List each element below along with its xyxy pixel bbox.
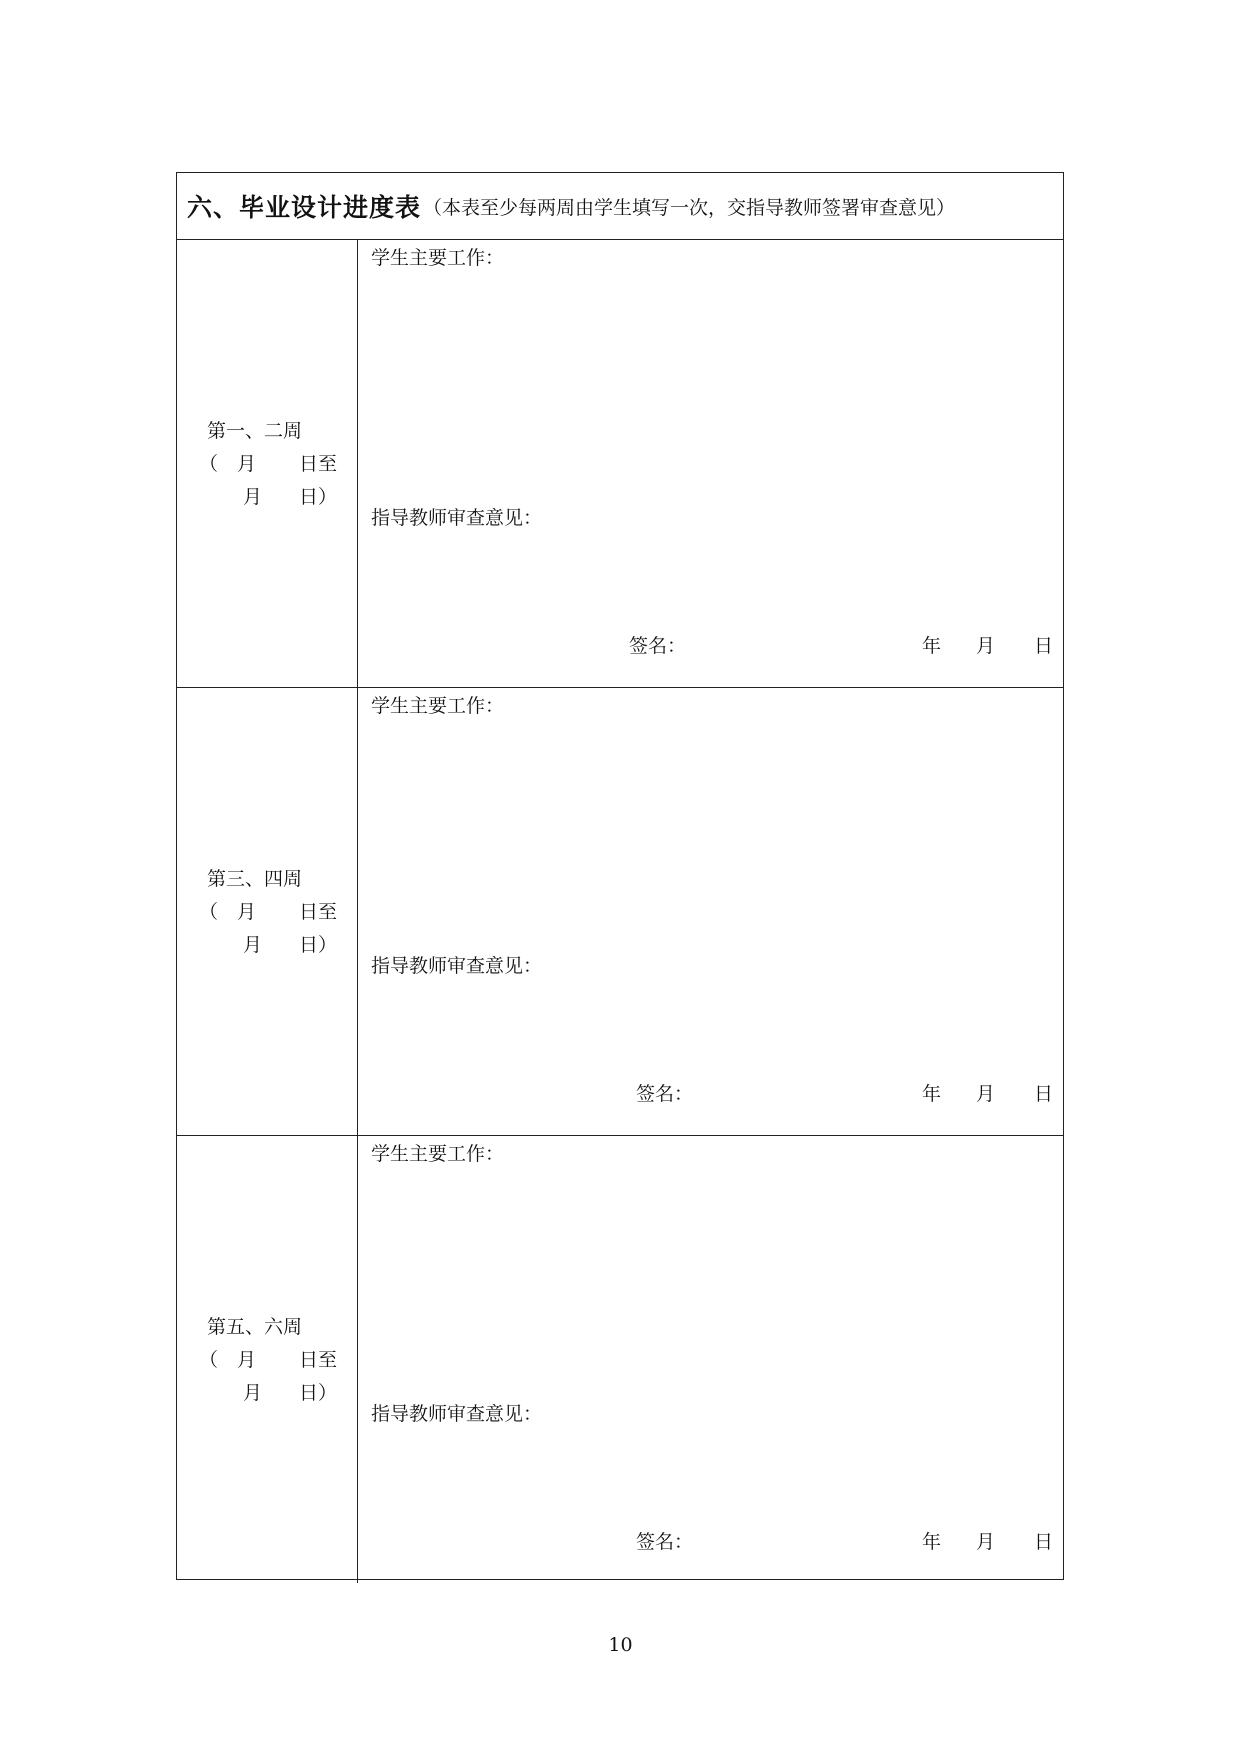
day-label: 日 bbox=[1034, 1531, 1054, 1553]
teacher-review-label: 指导教师审查意见： bbox=[371, 1403, 543, 1425]
month-label: 月 bbox=[976, 1531, 996, 1553]
week-label: 第三、四周 bbox=[207, 868, 303, 890]
week-label: 第一、二周 bbox=[207, 420, 303, 442]
week-cell bbox=[177, 239, 358, 687]
student-work-label: 学生主要工作： bbox=[371, 695, 505, 717]
month-1-label: 月 bbox=[237, 453, 257, 475]
day-label: 日 bbox=[1034, 635, 1054, 657]
student-work-label: 学生主要工作： bbox=[371, 247, 505, 269]
open-paren: （ bbox=[199, 901, 219, 923]
day-close-label: 日） bbox=[299, 1382, 338, 1404]
signature-label: 签名： bbox=[636, 1531, 694, 1553]
day-to-label: 日至 bbox=[299, 453, 338, 475]
month-2-label: 月 bbox=[243, 934, 263, 956]
period-row-weeks-1-2 bbox=[177, 239, 1063, 688]
teacher-review-label: 指导教师审查意见： bbox=[371, 955, 543, 977]
table-title-note: （本表至少每两周由学生填写一次，交指导教师签署审查意见） bbox=[423, 196, 956, 219]
day-to-label: 日至 bbox=[299, 901, 338, 923]
teacher-review-label: 指导教师审查意见： bbox=[371, 507, 543, 529]
student-work-label: 学生主要工作： bbox=[371, 1143, 505, 1165]
day-label: 日 bbox=[1034, 1083, 1054, 1105]
month-label: 月 bbox=[976, 1083, 996, 1105]
day-to-label: 日至 bbox=[299, 1349, 338, 1371]
month-1-label: 月 bbox=[237, 901, 257, 923]
month-2-label: 月 bbox=[243, 486, 263, 508]
signature-label: 签名： bbox=[636, 1083, 694, 1105]
month-1-label: 月 bbox=[237, 1349, 257, 1371]
year-label: 年 bbox=[922, 635, 942, 657]
year-label: 年 bbox=[922, 1083, 942, 1105]
progress-table bbox=[176, 172, 1064, 1580]
month-2-label: 月 bbox=[243, 1382, 263, 1404]
open-paren: （ bbox=[199, 1349, 219, 1371]
week-cell bbox=[177, 1135, 358, 1583]
day-close-label: 日） bbox=[299, 486, 338, 508]
week-label: 第五、六周 bbox=[207, 1316, 303, 1338]
table-title: 六、毕业设计进度表 bbox=[187, 193, 422, 222]
table-title-row bbox=[177, 173, 1063, 240]
week-cell bbox=[177, 687, 358, 1135]
signature-label: 签名： bbox=[629, 635, 687, 657]
year-label: 年 bbox=[922, 1531, 942, 1553]
month-label: 月 bbox=[976, 635, 996, 657]
day-close-label: 日） bbox=[299, 934, 338, 956]
open-paren: （ bbox=[199, 453, 219, 475]
period-row-weeks-3-4 bbox=[177, 687, 1063, 1136]
page-number: 10 bbox=[608, 1634, 633, 1656]
period-row-weeks-5-6 bbox=[177, 1135, 1063, 1583]
